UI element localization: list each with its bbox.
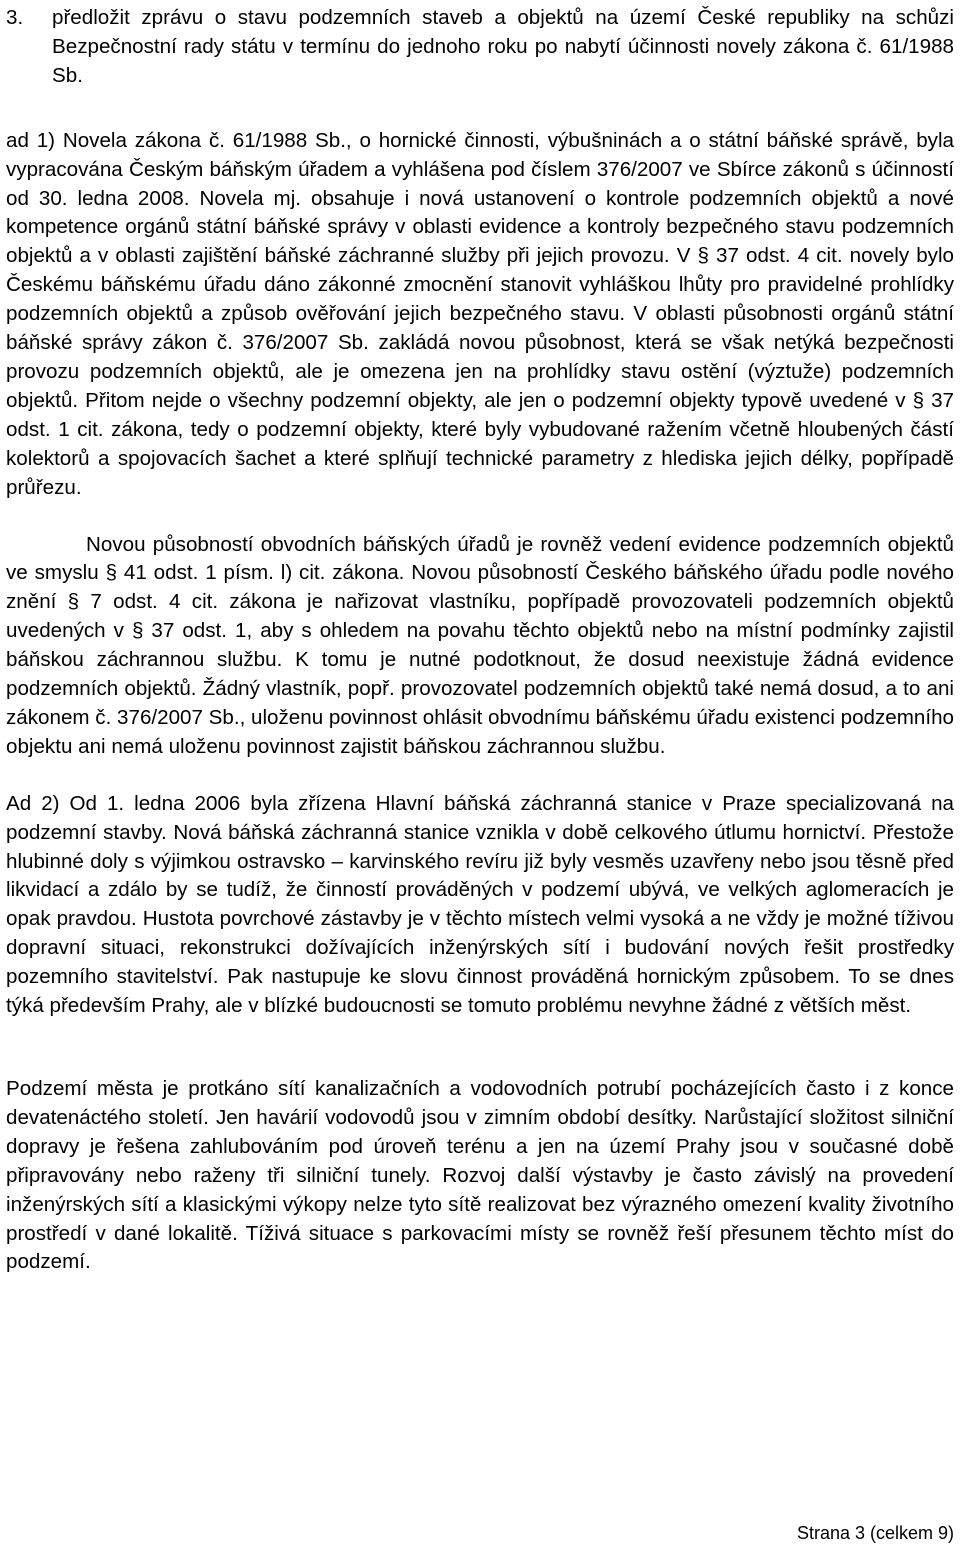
list-item-number: 3. <box>6 6 24 29</box>
paragraph-obvodni-urady: Novou působností obvodních báňských úřadů je rovněž vedení evidence podzemních objektů ve smyslu § 41 odst. 1 písm. l) cit. zákona. Novou působností Českého báňského úřadu podle nového znění § 7 odst. 4 cit. zákona je nařizovat vlastníku, popřípadě provozovateli podzemních objektů uvedených v § 37 odst. 1, aby s ohledem na povahu těchto objektů nebo na místní podmínky zajistil báňskou záchrannou službu. K tomu je nutné podotknout, že dosud neexistuje žádná evidence podzemních objektů. Žádný vlastník, popř. provozovatel podzemních objektů také nemá dosud, a to ani zákonem č. 376/2007 Sb., uloženu povinnost ohlásit obvodnímu báňskému úřadu existenci podzemního objektu ani nemá uloženu povinnost zajistit báňskou záchrannou službu. <box>6 532 954 758</box>
paragraph-podzemi-mesta: Podzemí města je protkáno sítí kanalizačních a vodovodních potrubí pocházejících často i z konce devatenáctého století. Jen havárií vodovodů jsou v zimním období desítky. Narůstající složitost silniční dopravy je řešena zahlubováním pod úroveň terénu a jen na území Prahy jsou v současné době připravovány nebo raženy tři silniční tunely. Rozvoj další výstavby je často závislý na provedení inženýrských sítí a klasickými výkopy nelze tyto sítě realizovat bez výrazného omezení kvality životního prostředí v dané lokalitě. Tíživá situace s parkovacími místy se rovněž řeší přesunem těchto míst do podzemí. <box>6 1077 954 1274</box>
list-item-text: předložit zprávu o stavu podzemních staveb a objektů na území České republiky na schůzi Bezpečnostní rady státu v termínu do jednoho roku po nabytí účinnosti novely zákona č. 61/1988 Sb. <box>52 6 954 87</box>
list-item-3 <box>6 4 954 91</box>
paragraph-ad2: Ad 2) Od 1. ledna 2006 byla zřízena Hlavní báňská záchranná stanice v Praze specializovaná na podzemní stavby. Nová báňská záchranná stanice vznikla v době celkového útlumu hornictví. Přestože hlubinné doly s výjimkou ostravsko – karvinského revíru již byly vesměs uzavřeny nebo jsou těsně před likvidací a zdálo by se tudíž, že činností prováděných v podzemí ubývá, ve velkých aglomeracích je opak pravdou. Hustota povrchové zástavby je v těchto místech velmi vysoká a ne vždy je možné tíživou dopravní situaci, rekonstrukci dožívajících inženýrských sítí i budování nových řešit prostředky pozemního stavitelství. Pak nastupuje ke slovu činnost prováděná hornickým způsobem. To se dnes týká především Prahy, ale v blízké budoucnosti se tomuto problému nevyhne žádné z větších měst. <box>6 791 954 1018</box>
page-number-footer: Strana 3 (celkem 9) <box>796 1523 954 1543</box>
paragraph-ad1: ad 1) Novela zákona č. 61/1988 Sb., o hornické činnosti, výbušninách a o státní báňské správě, byla vypracována Českým báňským úřadem a vyhlášena pod číslem 376/2007 ve Sbírce zákonů s účinností od 30. ledna 2008. Novela mj. obsahuje i nová ustanovení o kontrole podzemních objektů a nové kompetence orgánů státní báňské správy v oblasti evidence a kontroly bezpečného stavu podzemních objektů a v oblasti zajištění báňské záchranné služby při jejich provozu. V § 37 odst. 4 cit. novely bylo Českému báňskému úřadu dáno zákonné zmocnění stanovit vyhláškou lhůty pro pravidelné prohlídky podzemních objektů a způsob ověřování jejich bezpečného stavu. V oblasti působnosti orgánů státní báňské správy zákon č. 376/2007 Sb. zakládá novou působnost, která se však netýká bezpečnosti provozu podzemních objektů, ale je omezena jen na prohlídky stavu ostění (výztuže) podzemních objektů. Přitom nejde o všechny podzemní objekty, ale jen o podzemní objekty typově uvedené v § 37 odst. 1 cit. zákona, tedy o podzemní objekty, které byly vybudované ražením včetně hloubených částí kolektorů a spojovacích šachet a které splňují technické parametry z hlediska jejich délky, popřípadě průřezu. <box>6 128 954 499</box>
